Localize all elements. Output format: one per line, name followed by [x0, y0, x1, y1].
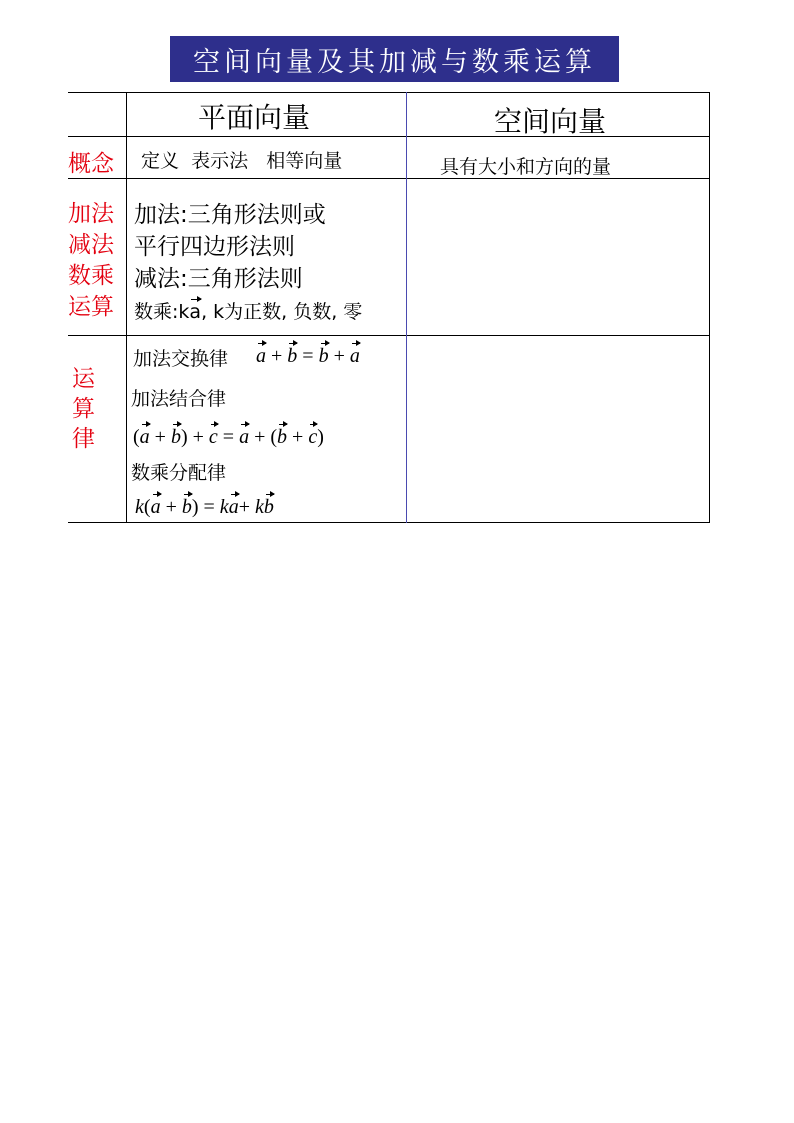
row-label-laws-char-1: 运: [72, 366, 95, 392]
table-top-border: [68, 92, 710, 93]
row-label-laws-char-2: 算: [72, 396, 95, 422]
concept-row-bottom-border: [68, 178, 710, 179]
page-title: 空间向量及其加减与数乘运算: [170, 36, 619, 82]
concept-space-text: 具有大小和方向的量: [440, 156, 612, 178]
row-label-laws-char-3: 律: [72, 426, 95, 452]
law-associative-formula: (a + b) + c = a + (b + c): [133, 426, 324, 448]
concept-plane-text: 定义 表示法 相等向量: [141, 150, 343, 172]
table-right-border: [709, 92, 710, 523]
scalar-suffix: , k为正数, 负数, 零: [201, 301, 363, 323]
scalar-prefix: 数乘:k: [134, 301, 190, 323]
operations-row-bottom-border: [68, 335, 710, 336]
law-distributive-formula: k(a + b) = ka+ kb: [135, 496, 274, 518]
law-distributive-label: 数乘分配律: [131, 462, 227, 484]
column-divider-1: [126, 92, 127, 523]
header-bottom-border: [68, 136, 710, 137]
law-commutative-label: 加法交换律: [133, 348, 229, 370]
law-associative-label: 加法结合律: [131, 388, 227, 410]
operations-line-parallelogram: 平行四边形法则: [134, 234, 295, 260]
header-plane-vector: 平面向量: [198, 101, 311, 134]
header-space-vector: 空间向量: [494, 105, 607, 138]
row-label-operations-line-1: 加法: [68, 201, 114, 227]
law-commutative-formula: a + b = b + a: [256, 345, 360, 367]
scalar-vector-a: a: [189, 301, 202, 323]
row-label-operations-line-4: 运算: [68, 294, 114, 320]
row-label-concept: 概念: [68, 151, 114, 177]
row-label-laws: [72, 364, 95, 454]
column-divider-2: [406, 92, 407, 523]
operations-line-subtraction: 减法:三角形法则: [134, 266, 303, 292]
operations-line-scalar: [134, 297, 362, 324]
table-bottom-border: [68, 522, 710, 523]
operations-line-addition: 加法:三角形法则或: [134, 202, 326, 228]
row-label-operations-line-3: 数乘: [68, 263, 114, 289]
row-label-operations-line-2: 减法: [68, 232, 114, 258]
row-label-operations: [68, 199, 114, 323]
